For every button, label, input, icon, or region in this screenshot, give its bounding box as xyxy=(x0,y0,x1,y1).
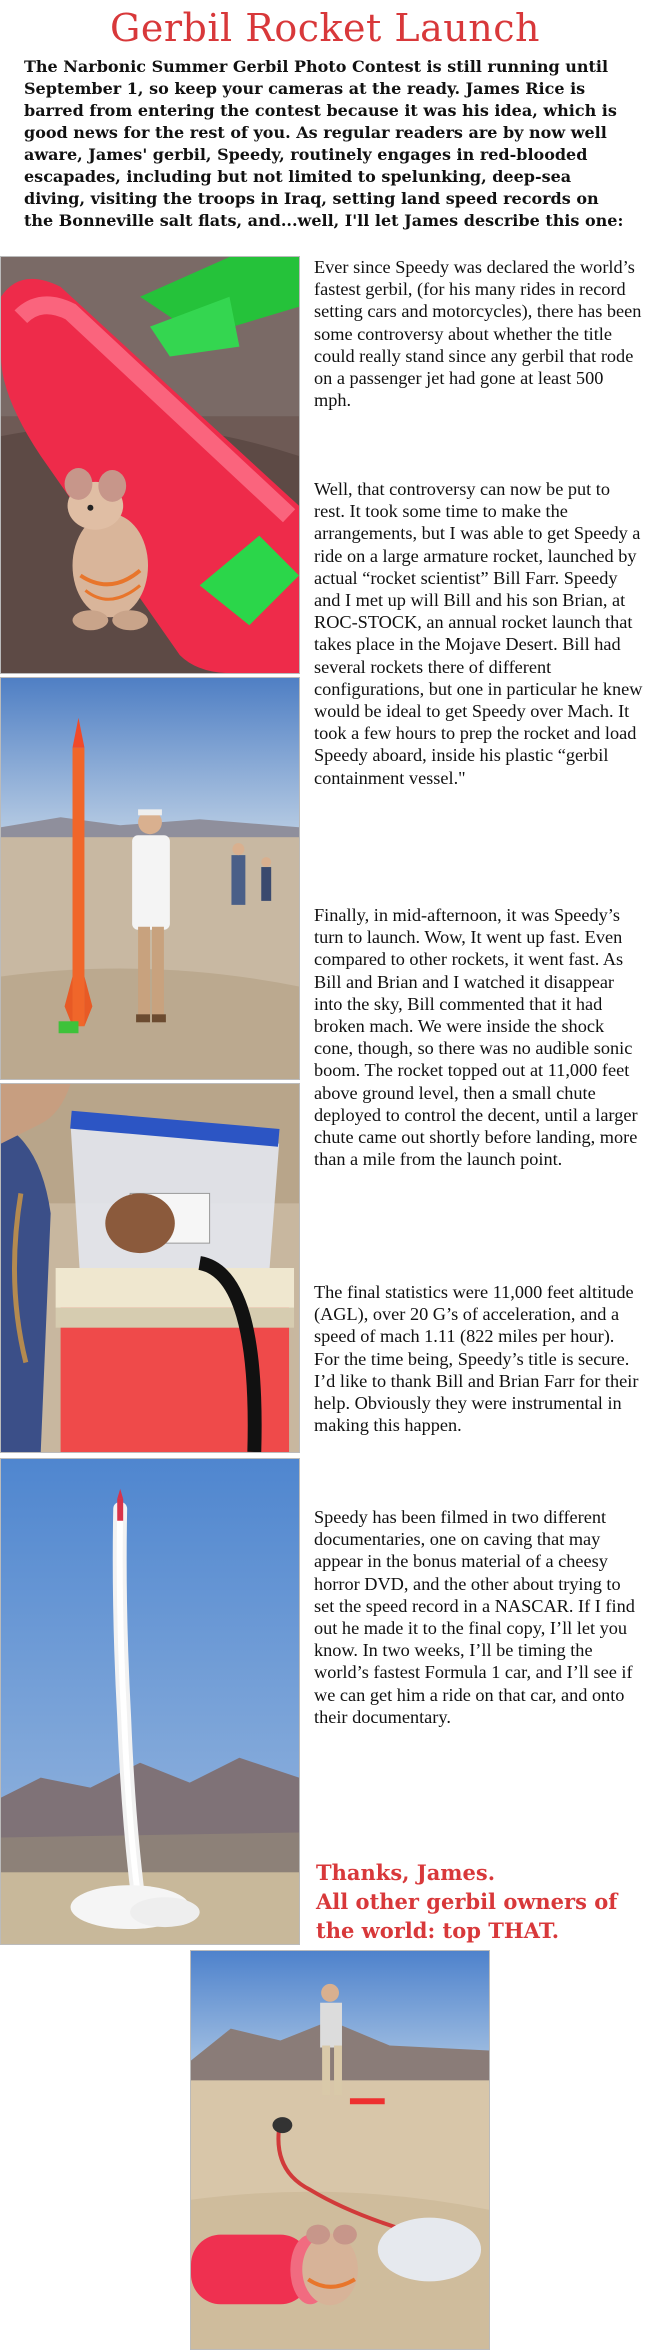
story-paragraph-5 xyxy=(314,1506,644,1728)
story-text-5: Speedy has been filmed in two different documentaries, one on caving that may appear in the bonus material of a cheesy horror DVD, and the other about trying to set the speed record in a NASCAR. If I find out he made it to the final copy, I’ll let you know. In two weeks, I’ll be timing the world’s fastest Formula 1 car, and I’ll see if we can get him a ride on that car, and onto their documentary. xyxy=(314,1507,635,1727)
photo-gerbil-beside-rocket xyxy=(0,256,300,674)
page-title: Gerbil Rocket Launch xyxy=(110,6,540,50)
photo-man-with-rocket xyxy=(0,677,300,1080)
photo-rocket-landed xyxy=(190,1950,490,2350)
story-paragraph-4 xyxy=(314,1281,644,1436)
story-text-1: Ever since Speedy was declared the world’s fastest gerbil, (for his many rides in record setting cars and motorcycles), there has been some controversy about whether the title could really stand since any gerbil that rode on a passenger jet had gone at least 500 mph. xyxy=(314,257,642,411)
photo-rocket-launch xyxy=(0,1458,300,1945)
photo-gerbil-capsule xyxy=(0,1083,300,1453)
story-text-3: Finally, in mid-afternoon, it was Speedy’s turn to launch. Wow, It went up fast. Even compared to other rockets, it went fast. As Bill and Brian and I watched it disappear into the sky, Bill commented that it had broken mach. We were inside the shock cone, though, so there was no audible sonic boom. The rocket topped out at 11,000 feet above ground level, then a small chute deployed to control the decent, until a larger chute came out shortly before landing, more than a mile from the launch point. xyxy=(314,905,638,1170)
story-paragraph-2 xyxy=(314,478,644,789)
thanks-line-1: Thanks, James. xyxy=(316,1860,496,1885)
story-paragraph-3 xyxy=(314,904,644,1170)
story-paragraph-1 xyxy=(314,256,644,411)
intro-paragraph: The Narbonic Summer Gerbil Photo Contest is still running until September 1, so keep your cameras at the ready. James Rice is barred from entering the contest because it was his idea, which is good news for the rest of you. As regular readers are by now well aware, James' gerbil, Speedy, routinely engages in red-blooded escapades, including but not limited to spelunking, deep-sea diving, visiting the troops in Iraq, setting land speed records on the Bonneville salt flats, and...well, I'll let James describe this one: xyxy=(24,57,624,230)
story-text-4: The final statistics were 11,000 feet altitude (AGL), over 20 G’s of acceleration, and a speed of mach 1.11 (822 miles per hour). For the time being, Speedy’s title is secure. I’d like to thank Bill and Brian Farr for their help. Obviously they were instrumental in making this happen. xyxy=(314,1282,639,1436)
thanks-note xyxy=(316,1858,646,1945)
thanks-line-2: All other gerbil owners of the world: top THAT. xyxy=(316,1889,618,1943)
story-text-2: Well, that controversy can now be put to rest. It took some time to make the arrangements, but I was able to get Speedy a ride on a large armature rocket, launched by actual “rocket scientist” Bill Farr. Speedy and I met up will Bill and his son Brian, at ROC-STOCK, an annual rocket launch that takes place in the Mojave Desert. Bill had several rockets there of different configurations, but one in particular he knew would be ideal to get Speedy over Mach. It took a few hours to prep the rocket and load Speedy aboard, inside his plastic “gerbil containment vessel." xyxy=(314,479,643,788)
